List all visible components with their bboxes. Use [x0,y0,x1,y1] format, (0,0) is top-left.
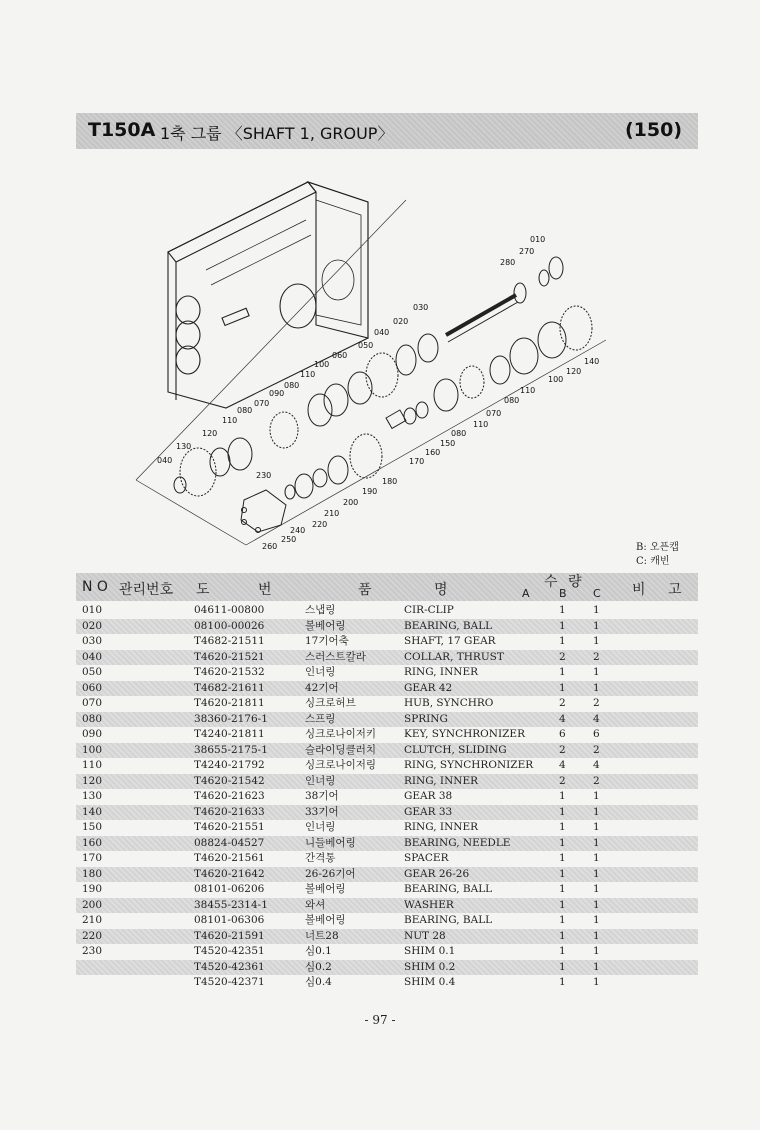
part-no: 040 [82,650,103,663]
qty-b: 6 [559,728,566,740]
part-no: 090 [82,728,103,740]
korean-name: 볼베어링 [305,914,346,926]
qty-b: 1 [559,929,566,942]
qty-b: 2 [559,650,566,663]
qty-b: 1 [559,821,566,833]
drawing-number: T4620-21521 [194,650,265,663]
part-no: 020 [82,619,103,632]
table-row [76,727,698,743]
part-no: 050 [82,666,103,678]
svg-text:070: 070 [486,409,502,418]
svg-text:100: 100 [548,375,564,384]
table-row [76,836,698,852]
drawing-number: T4682-21611 [194,681,265,694]
svg-text:010: 010 [530,235,546,244]
svg-text:080: 080 [451,429,467,438]
drawing-number: T4620-21532 [194,666,265,678]
table-row [76,882,698,898]
page-number: - 97 - [364,1013,396,1027]
header-qty-2: 량 [568,574,582,590]
drawing-number: T4520-42361 [194,960,265,973]
qty-c: 1 [593,604,600,616]
legend-c: C: 캐빈 [636,556,670,567]
korean-name: 17기어축 [305,635,349,647]
qty-c: 1 [593,852,600,864]
svg-text:050: 050 [358,341,374,350]
qty-b: 1 [559,635,566,647]
qty-c: 2 [593,650,600,663]
korean-name: 인너링 [305,666,336,678]
svg-text:110: 110 [520,386,536,395]
qty-c: 1 [593,635,600,647]
qty-c: 1 [593,681,600,694]
header-mgmt: 관리번호 [119,582,174,598]
table-row [76,960,698,976]
english-name: RING, INNER [404,666,479,678]
qty-c: 2 [593,743,600,756]
header-qty-1: 수 [544,574,558,590]
qty-c: 1 [593,929,600,942]
svg-text:270: 270 [519,247,535,256]
qty-c: 1 [593,821,600,833]
table-row [76,696,698,712]
korean-name: 와셔 [305,898,326,911]
svg-text:200: 200 [343,498,359,507]
svg-text:280: 280 [500,258,516,267]
qty-c: 2 [593,697,600,709]
svg-text:180: 180 [382,477,398,486]
english-name: BEARING, BALL [404,619,493,632]
korean-name: 스냅링 [305,604,336,616]
header-a: A [522,587,530,600]
table-row [76,820,698,836]
exploded-parts-diagram [76,160,698,555]
svg-text:060: 060 [332,351,348,360]
parts-table [76,603,698,991]
part-no: 080 [82,712,103,725]
svg-text:080: 080 [284,381,300,390]
section-number: (150) [624,119,682,141]
svg-text:120: 120 [566,367,582,376]
svg-text:230: 230 [256,471,272,480]
qty-b: 1 [559,604,566,616]
svg-text:110: 110 [473,420,489,429]
part-no: 110 [82,759,103,771]
qty-c: 1 [593,976,600,988]
model-code: T150A [88,119,156,141]
part-no: 130 [82,790,103,802]
english-name: BEARING, BALL [404,883,493,895]
table-row [76,789,698,805]
qty-c: 1 [593,805,600,818]
drawing-number: T4620-21542 [194,774,265,787]
drawing-number: T4620-21623 [194,790,265,802]
korean-name: 인너링 [305,821,336,833]
english-name: HUB, SYNCHRO [404,697,494,709]
drawing-number: 08824-04527 [194,836,265,849]
drawing-number: T4620-21633 [194,805,265,818]
header-name-1: 품 [358,582,372,598]
korean-name: 스러스트칼라 [305,650,366,663]
english-name: CLUTCH, SLIDING [404,743,507,756]
svg-text:190: 190 [362,487,378,496]
header-c: C [593,587,601,600]
english-name: SHIM 0.2 [404,960,456,973]
korean-name: 간격통 [305,852,336,864]
qty-b: 1 [559,619,566,632]
qty-c: 1 [593,914,600,926]
part-no: 100 [82,743,103,756]
korean-name: 26-26기어 [305,867,356,880]
table-row [76,619,698,635]
svg-text:170: 170 [409,457,425,466]
korean-name: 심0.2 [305,960,332,973]
english-name: CIR-CLIP [404,604,454,616]
korean-name: 42기어 [305,681,339,694]
table-row [76,913,698,929]
qty-c: 1 [593,619,600,632]
korean-name: 너트28 [305,929,339,942]
title-bar [76,113,698,149]
english-name: NUT 28 [404,929,446,942]
part-no: 200 [82,898,103,911]
qty-c: 1 [593,836,600,849]
legend [636,541,679,569]
qty-c: 1 [593,898,600,911]
english-name: GEAR 33 [404,805,453,818]
qty-c: 1 [593,883,600,895]
svg-text:260: 260 [262,542,278,551]
svg-text:240: 240 [290,526,306,535]
svg-text:100: 100 [314,360,330,369]
svg-text:040: 040 [157,456,173,465]
svg-text:130: 130 [176,442,192,451]
drawing-number: T4520-42371 [194,976,265,988]
drawing-number: 38455-2314-1 [194,898,268,911]
korean-name: 슬라이딩클러치 [305,743,377,756]
english-name: SPACER [404,852,449,864]
part-no: 230 [82,945,103,957]
drawing-number: T4620-21561 [194,852,265,864]
header-b: B [559,587,567,600]
callout-labels [157,235,599,551]
page-title: 1축 그룹 〈SHAFT 1, GROUP〉 [160,124,394,143]
table-row [76,774,698,790]
table-row [76,743,698,759]
english-name: SHIM 0.1 [404,945,456,957]
qty-b: 2 [559,743,566,756]
table-row [76,805,698,821]
korean-name: 볼베어링 [305,883,346,895]
qty-c: 1 [593,945,600,957]
svg-text:250: 250 [281,535,297,544]
korean-name: 싱크로허브 [305,697,356,709]
qty-b: 1 [559,914,566,926]
table-row [76,634,698,650]
part-no: 170 [82,852,103,864]
drawing-number: 38360-2176-1 [194,712,268,725]
part-no: 210 [82,914,103,926]
legend-b: B: 오픈캡 [636,542,679,553]
transmission-housing [168,182,368,408]
svg-text:120: 120 [202,429,218,438]
svg-text:030: 030 [413,303,429,312]
qty-b: 1 [559,883,566,895]
qty-b: 1 [559,852,566,864]
korean-name: 인너링 [305,774,336,787]
english-name: RING, INNER [404,821,479,833]
table-row [76,851,698,867]
qty-b: 4 [559,759,566,771]
qty-c: 1 [593,666,600,678]
english-name: SHAFT, 17 GEAR [404,635,496,647]
qty-b: 1 [559,666,566,678]
qty-c: 2 [593,774,600,787]
english-name: WASHER [404,898,454,911]
qty-b: 1 [559,836,566,849]
header-remarks-1: 비 [632,582,646,598]
qty-b: 1 [559,790,566,802]
table-row [76,975,698,991]
qty-b: 1 [559,976,566,988]
part-no: 150 [82,821,103,833]
drawing-number: T4620-21591 [194,929,265,942]
english-name: COLLAR, THRUST [404,650,504,663]
svg-text:090: 090 [269,389,285,398]
qty-b: 1 [559,681,566,694]
svg-text:040: 040 [374,328,390,337]
table-row [76,665,698,681]
qty-b: 1 [559,898,566,911]
qty-b: 1 [559,805,566,818]
english-name: KEY, SYNCHRONIZER [404,728,525,740]
drawing-number: 08101-06306 [194,914,265,926]
qty-c: 1 [593,960,600,973]
table-row [76,650,698,666]
drawing-number: T4620-21551 [194,821,265,833]
part-no: 030 [82,635,103,647]
qty-b: 2 [559,774,566,787]
qty-c: 4 [593,712,600,725]
part-no: 060 [82,681,103,694]
drawing-number: 04611-00800 [194,604,265,616]
english-name: GEAR 42 [404,681,453,694]
svg-text:140: 140 [584,357,600,366]
qty-b: 1 [559,867,566,880]
table-header [76,573,698,601]
korean-name: 심0.4 [305,976,332,988]
header-dwg-1: 도 [196,582,210,598]
korean-name: 스프링 [305,712,336,725]
korean-name: 싱크로나이저링 [305,759,377,771]
drawing-number: T4682-21511 [194,635,265,647]
korean-name: 니들베어링 [305,836,356,849]
drawing-number: T4620-21811 [194,697,265,709]
qty-c: 1 [593,867,600,880]
qty-c: 4 [593,759,600,771]
qty-b: 1 [559,960,566,973]
table-row [76,758,698,774]
svg-text:070: 070 [254,399,270,408]
part-no: 160 [82,836,103,849]
table-row [76,944,698,960]
english-name: GEAR 26-26 [404,867,470,880]
drawing-number: T4240-21811 [194,728,265,740]
svg-text:110: 110 [300,370,316,379]
svg-text:220: 220 [312,520,328,529]
english-name: GEAR 38 [404,790,453,802]
svg-text:150: 150 [440,439,456,448]
qty-c: 6 [593,728,600,740]
svg-text:080: 080 [504,396,520,405]
english-name: BEARING, NEEDLE [404,836,511,849]
svg-text:020: 020 [393,317,409,326]
korean-name: 싱크로나이저키 [305,728,377,740]
english-name: RING, INNER [404,774,479,787]
header-remarks-2: 고 [668,582,682,598]
table-row [76,603,698,619]
drawing-number: 08100-00026 [194,619,265,632]
header-name-2: 명 [434,582,448,598]
svg-text:210: 210 [324,509,340,518]
korean-name: 심0.1 [305,945,332,957]
part-no: 140 [82,805,103,818]
header-dwg-2: 번 [258,582,272,598]
part-no: 010 [82,604,103,616]
qty-c: 1 [593,790,600,802]
drawing-number: 38655-2175-1 [194,743,268,756]
table-row [76,712,698,728]
header-no: N O [82,579,108,595]
korean-name: 볼베어링 [305,619,346,632]
table-row [76,681,698,697]
korean-name: 38기어 [305,790,339,802]
drawing-number: 08101-06206 [194,883,265,895]
drawing-number: T4620-21642 [194,867,265,880]
qty-b: 4 [559,712,566,725]
svg-text:160: 160 [425,448,441,457]
table-row [76,929,698,945]
part-no: 220 [82,929,103,942]
part-no: 120 [82,774,103,787]
drawing-number: T4240-21792 [194,759,265,771]
svg-text:110: 110 [222,416,238,425]
part-no: 190 [82,883,103,895]
korean-name: 33기어 [305,805,339,818]
part-no: 180 [82,867,103,880]
part-no: 070 [82,697,103,709]
qty-b: 2 [559,697,566,709]
english-name: SPRING [404,712,448,725]
svg-text:080: 080 [237,406,253,415]
english-name: BEARING, BALL [404,914,493,926]
table-row [76,898,698,914]
table-row [76,867,698,883]
qty-b: 1 [559,945,566,957]
drawing-number: T4520-42351 [194,945,265,957]
english-name: SHIM 0.4 [404,976,456,988]
english-name: RING, SYNCHRONIZER [404,759,534,771]
